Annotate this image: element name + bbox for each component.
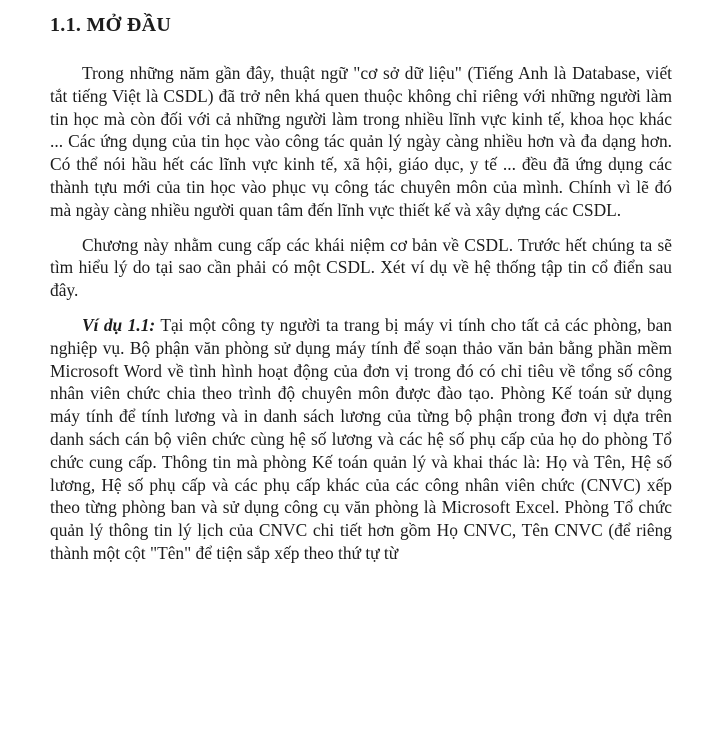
chapter-purpose-paragraph: Chương này nhằm cung cấp các khái niệm cơ bản về CSDL. Trước hết chúng ta sẽ tìm hiểu lý do tại sao cần phải có một CSDL. Xét ví dụ về hệ thống tập tin cổ điển sau đây. — [50, 234, 672, 301]
intro-paragraph: Trong những năm gần đây, thuật ngữ "cơ sở dữ liệu" (Tiếng Anh là Database, viết tắt tiếng Việt là CSDL) đã trở nên khá quen thuộc không chỉ riêng với những người làm tin học mà còn đối với cả những người làm trong nhiều lĩnh vực kinh tế, khoa học khác ... Các ứng dụng của tin học vào công tác quản lý ngày càng nhiều hơn và đa dạng hơn. Có thể nói hầu hết các lĩnh vực kinh tế, xã hội, giáo dục, y tế ... đều đã ứng dụng các thành tựu mới của tin học vào phục vụ công tác chuyên môn của mình. Chính vì lẽ đó mà ngày càng nhiều người quan tâm đến lĩnh vực thiết kế và xây dựng các CSDL. — [50, 63, 672, 220]
example-paragraph — [50, 314, 672, 565]
document-page — [50, 12, 672, 565]
example-text: Tại một công ty người ta trang bị máy vi tính cho tất cả các phòng, ban nghiệp vụ. Bộ phận văn phòng sử dụng máy tính để soạn thảo văn bản bằng phần mềm Microsoft Word về tình hình hoạt động của đơn vị trong đó có chỉ tiêu về tổng số công nhân viên chức chia theo trình độ chuyên môn được đào tạo. Phòng Kế toán sử dụng máy tính để tính lương và in danh sách lương của từng bộ phận trong đơn vị dựa trên danh sách cán bộ viên chức cùng hệ số lương và các hệ số phụ cấp của họ do phòng Tổ chức cung cấp. Thông tin mà phòng Kế toán quản lý và khai thác là: Họ và Tên, Hệ số lương, Hệ số phụ cấp và các phụ cấp khác của các công nhân viên chức (CNVC) xếp theo từng phòng ban và sử dụng công cụ văn phòng là Microsoft Excel. Phòng Tổ chức quản lý thông tin lý lịch của CNVC chi tiết hơn gồm Họ CNVC, Tên CNVC (để riêng thành một cột "Tên" để tiện sắp xếp theo thứ tự từ — [50, 314, 672, 563]
section-heading: 1.1. MỞ ĐẦU — [50, 14, 172, 36]
example-label: Ví dụ 1.1: — [82, 314, 156, 335]
